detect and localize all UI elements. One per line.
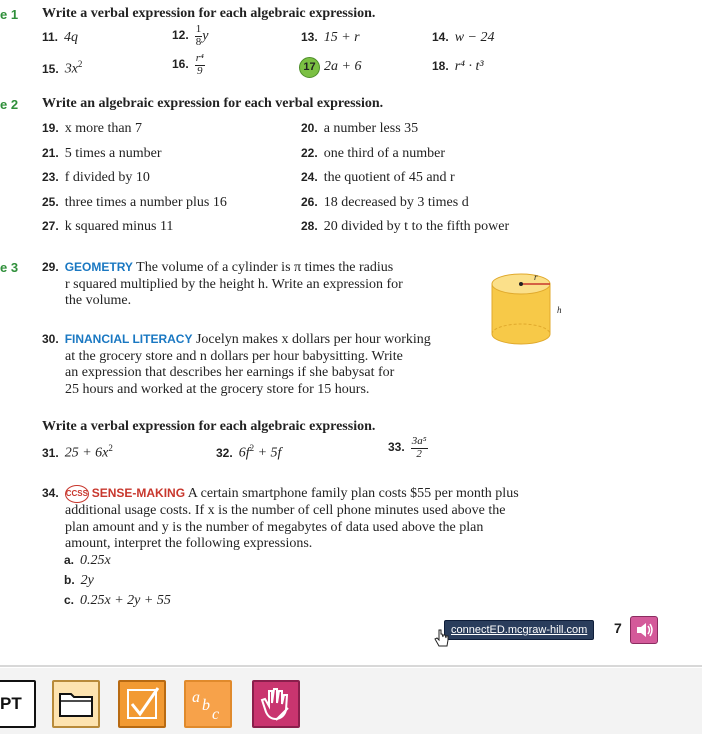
exercise-21: 21. 5 times a number [42,146,162,161]
exercise-25: 25. three times a number plus 16 [42,195,227,210]
svg-text:a: a [192,689,200,706]
exercise-11: 11. 4q [42,30,79,45]
exercise-20: 20. a number less 35 [301,121,419,136]
exercise-34: 34. CCSS SENSE-MAKING A certain smartphone family plan costs $55 per month plus additional usage costs. If x is the number of cell phone minutes used above the plan amount and y is the number of megabytes of data used above the plan amount, interpret the following expressions. [42,486,519,551]
hand-icon [254,682,298,726]
exercise-27: 27. k squared minus 11 [42,219,174,234]
pt-icon: PT [0,694,22,713]
exercise-31: 31. $25 + 6x^2$ [42,443,113,461]
exercise-14: 14. w − 24 [432,30,495,45]
exercise-12: 12. $\frac{1}{8}$ y [172,23,209,48]
exercise-18: 18. r⁴ · t³ [432,59,484,74]
example-label-1: e 1 [0,7,19,22]
exercise-32: 32. $6f^2 + 5f$ [216,443,282,461]
exercise-34a: a. 0.25x [64,553,111,568]
bottom-toolbar [0,668,702,734]
pt-tool-button[interactable] [0,680,36,728]
exercise-16: 16. $\frac{\text{r⁴}}{9}$ [172,52,204,77]
cylinder-figure [480,262,580,372]
radius-label: r [534,272,538,282]
exercise-19: 19. x more than 7 [42,121,143,136]
connected-link[interactable]: connectED.mcgraw-hill.com [444,620,594,640]
exercise-23: 23. f divided by 10 [42,170,150,185]
example-label-3: e 3 [0,260,19,275]
checkmark-icon [120,682,164,726]
geometry-tag: GEOMETRY [64,260,133,274]
exercise-24: 24. the quotient of 45 and r [301,170,455,185]
exercise-15: 15. $3x^2$ [42,59,83,77]
section1-heading: Write a verbal expression for each algebraic expression. [42,6,376,21]
abc-icon [186,682,230,726]
exercise-26: 26. 18 decreased by 3 times d [301,195,469,210]
hand-tool-button[interactable] [252,680,300,728]
exercise-13: 13. 15 + r [301,30,360,45]
svg-text:c: c [212,706,220,723]
abc-tool-button[interactable] [184,680,232,728]
financial-literacy-tag: FINANCIAL LITERACY [64,332,193,346]
hand-cursor-icon [434,628,450,650]
audio-button[interactable] [630,616,658,644]
exercise-22: 22. one third of a number [301,146,445,161]
exercise-17[interactable]: 17 2a + 6 [299,57,361,78]
speaker-icon [631,617,657,643]
exercise-34c: c. 0.25x + 2y + 55 [64,593,171,608]
exercise-34b: b. 2y [64,573,94,588]
height-label: h [557,305,562,315]
toolbar-divider [0,665,702,667]
example-label-2: e 2 [0,97,19,112]
ccss-badge-icon: CCSS [65,485,89,503]
exercise-30: 30. FINANCIAL LITERACY Jocelyn makes x dollars per hour working at the grocery store and n dollars per hour babysitting. Write an expression that describes her earnings if she babysat for 25 hours and worked at the grocery store for 15 hours. [42,332,431,397]
exercise-28: 28. 20 divided by t to the fifth power [301,219,510,234]
section4-heading: Write a verbal expression for each algebraic expression. [42,419,376,434]
sense-making-tag: SENSE-MAKING [91,486,186,501]
exercise-33: 33. $\frac{\text{3a⁵}}{2}$ [388,435,427,460]
svg-text:b: b [202,697,210,714]
checkmark-tool-button[interactable] [118,680,166,728]
folder-tool-button[interactable] [52,680,100,728]
page-number: 7 [614,620,622,636]
folder-icon [54,682,98,726]
exercise-29: 29. GEOMETRY The volume of a cylinder is π times the radius r squared multiplied by the height h. Write an expression for the volume. [42,260,403,308]
section2-heading: Write an algebraic expression for each verbal expression. [42,96,384,111]
highlighted-exercise-badge[interactable]: 17 [299,57,320,78]
